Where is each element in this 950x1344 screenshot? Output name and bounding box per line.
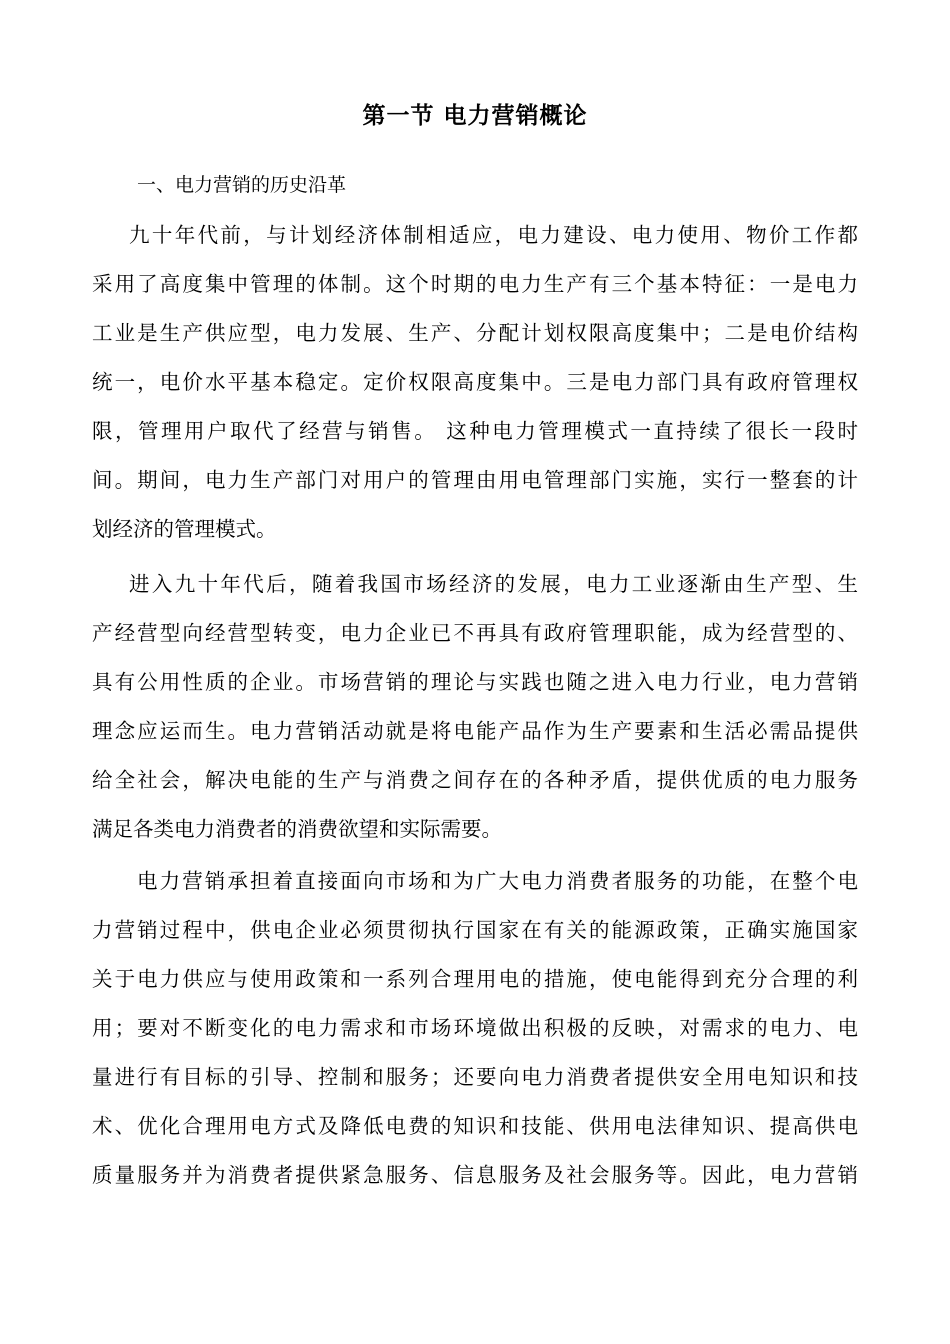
section-heading: 一、电力营销的历史沿革: [137, 174, 347, 196]
paragraph-line: 电力营销承担着直接面向市场和为广大电力消费者服务的功能，在整个电: [137, 869, 858, 893]
paragraph-line: 给全社会，解决电能的生产与消费之间存在的各种矛盾，提供优质的电力服务: [92, 768, 858, 792]
paragraph-line: 理念应运而生。电力营销活动就是将电能产品作为生产要素和生活必需品提供: [92, 719, 858, 743]
paragraph-line: 量进行有目标的引导、控制和服务；还要向电力消费者提供安全用电知识和技: [92, 1065, 858, 1089]
paragraph-line: 用；要对不断变化的电力需求和市场环境做出积极的反映，对需求的电力、电: [92, 1016, 858, 1040]
paragraph-line: 间。期间，电力生产部门对用户的管理由用电管理部门实施，实行一整套的计: [92, 468, 858, 492]
paragraph-line: 进入九十年代后，随着我国市场经济的发展，电力工业逐渐由生产型、生: [129, 572, 858, 596]
paragraph-line: 关于电力供应与使用政策和一系列合理用电的措施，使电能得到充分合理的利: [92, 967, 858, 991]
paragraph-line: 力营销过程中，供电企业必须贯彻执行国家在有关的能源政策，正确实施国家: [92, 918, 858, 942]
paragraph-line: 限，管理用户取代了经营与销售。 这种电力管理模式一直持续了很长一段时: [92, 419, 858, 443]
paragraph-line: 划经济的管理模式。: [92, 517, 277, 541]
paragraph-line: 术、优化合理用电方式及降低电费的知识和技能、供用电法律知识、提高供电: [92, 1114, 858, 1138]
paragraph-line: 九十年代前，与计划经济体制相适应，电力建设、电力使用、物价工作都: [129, 223, 858, 247]
paragraph-line: 满足各类电力消费者的消费欲望和实际需要。: [92, 817, 502, 841]
paragraph-line: 具有公用性质的企业。市场营销的理论与实践也随之进入电力行业，电力营销: [92, 670, 858, 694]
paragraph-line: 采用了高度集中管理的体制。这个时期的电力生产有三个基本特征：一是电力: [92, 272, 858, 296]
paragraph-line: 产经营型向经营型转变，电力企业已不再具有政府管理职能，成为经营型的、: [92, 621, 858, 645]
paragraph-line: 统一，电价水平基本稳定。定价权限高度集中。三是电力部门具有政府管理权: [92, 370, 858, 394]
paragraph-line: 工业是生产供应型，电力发展、生产、分配计划权限高度集中；二是电价结构: [92, 321, 858, 345]
page-title: 第一节 电力营销概论: [362, 102, 588, 129]
paragraph-line: 质量服务并为消费者提供紧急服务、信息服务及社会服务等。因此，电力营销: [92, 1163, 858, 1187]
